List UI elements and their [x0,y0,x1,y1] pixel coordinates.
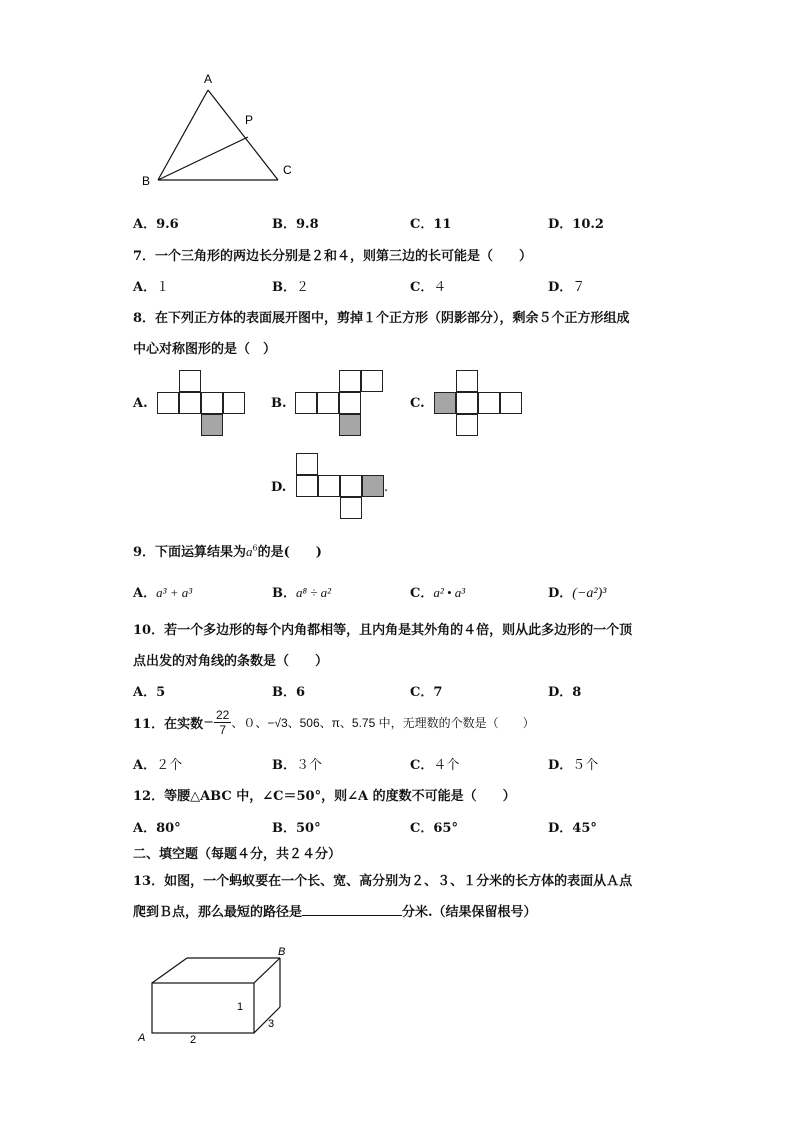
q6-option-c[interactable] [410,213,451,232]
q11-frac-num: 22 [216,708,230,722]
label-b: B [142,174,151,188]
triangle-figure [130,66,300,191]
q7-option-a[interactable] [133,276,169,295]
q12-option-a-letter: A． [133,821,157,836]
q11-option-c[interactable] [410,754,459,773]
q11-frac-sign: − [203,715,214,730]
net-d-cell [340,497,362,519]
q9-option-d-letter: D． [548,586,573,601]
q7-option-b-value: ２ [296,280,310,295]
q9-stem [133,541,322,560]
q12-option-b[interactable] [272,817,321,836]
net-a-shaded-cell [201,414,223,436]
q7-option-c-value: ４ [433,280,447,295]
q11-option-c-value: ４个 [433,758,460,773]
q11-option-b[interactable] [272,754,322,773]
q6-option-d-value: 10.2 [572,217,604,232]
q7-option-a-value: １ [156,280,170,295]
q7-option-d-letter: D． [548,280,573,295]
cuboid-label-b: B [278,946,286,958]
net-c-cell [456,370,478,392]
label-c: C [283,163,292,177]
q7-option-c-letter: C． [410,280,434,295]
q7-option-b[interactable] [272,276,309,295]
net-b-cell [317,392,339,414]
q9-option-a-letter: A． [133,586,157,601]
net-d-cell [296,453,318,475]
q7-stem: 7．一个三角形的两边长分别是２和４，则第三边的长可能是（ ） [133,249,533,264]
net-c-cell [456,392,478,414]
q11-option-a-letter: A． [133,758,157,773]
net-a-cell [179,370,201,392]
q10-option-b-value: 6 [296,685,306,700]
q10-option-d-value: 8 [572,685,582,700]
q12-option-c-value: 65° [433,821,458,836]
q10-option-d[interactable] [548,681,581,700]
q8-option-a-letter: A. [133,396,148,411]
q10-option-a-letter: A． [133,685,157,700]
net-d-shaded-cell [362,475,384,497]
net-d-cell [318,475,340,497]
label-a: A [204,72,213,86]
q9-stem-pre: 9．下面运算结果为 [133,545,247,560]
q8-option-c[interactable] [410,396,425,411]
q11-option-b-letter: B． [272,758,296,773]
net-b-shaded-cell [339,414,361,436]
q8-stem-line1: 8．在下列正方体的表面展开图中，剪掉１个正方形（阴影部分），剩余５个正方形组成 [133,311,630,326]
q11-option-a[interactable] [133,754,182,773]
q6-option-b-letter: B． [272,217,296,232]
q9-option-c[interactable] [410,582,465,601]
q10-option-d-letter: D． [548,685,573,700]
q8-option-b-letter: B. [271,396,287,411]
cuboid-figure [130,940,300,1050]
cuboid-label-a: A [138,1032,146,1044]
q12-option-a[interactable] [133,817,181,836]
q8-stem-line2: 中心对称图形的是（ ） [133,342,277,357]
q7-option-a-letter: A． [133,280,157,295]
cuboid-label-height: 1 [237,1001,244,1013]
q6-option-a-value: 9.6 [156,217,179,232]
q8-option-d-suffix: . [384,480,389,495]
q13-stem-line1: 13．如图，一个蚂蚁要在一个长、宽、高分别为２、３、１分米的长方体的表面从Ａ点 [133,874,633,889]
q10-stem-line1: 10．若一个多边形的每个内角都相等，且内角是其外角的４倍，则从此多边形的一个顶 [133,623,633,638]
q9-option-a[interactable] [133,582,192,601]
q7-option-d[interactable] [548,276,585,295]
q9-stem-math-exp: 6 [252,543,258,553]
q11-frac-den: 7 [219,723,227,737]
q6-option-a-letter: A． [133,217,157,232]
net-c-cell [456,414,478,436]
net-a-cell [201,392,223,414]
q6-option-b[interactable] [272,213,319,232]
q8-option-a[interactable] [133,396,148,411]
section-title: 二、填空题（每题４分，共２４分） [133,847,342,862]
q12-option-d-value: 45° [572,821,597,836]
q11-option-d-letter: D． [548,758,573,773]
q12-stem: 12．等腰△ABC 中，∠C＝50°，则∠A 的度数不可能是（ ） [133,789,516,804]
q9-option-b-value: a⁸ ÷ a² [296,585,332,600]
q6-option-a[interactable] [133,213,179,232]
q10-option-a[interactable] [133,681,165,700]
q6-option-d[interactable] [548,213,604,232]
q13-stem-line2 [133,901,537,920]
cuboid-label-length: 2 [190,1034,197,1046]
q13-answer-blank[interactable] [302,903,402,916]
q6-option-c-value: 11 [433,217,452,232]
q9-option-b-letter: B． [272,586,296,601]
cuboid-label-width: 3 [268,1018,275,1030]
q13-stem-line2-pre: 爬到Ｂ点，那么最短的路径是 [133,905,303,920]
q8-option-d-letter: D. [271,480,287,495]
q10-option-b-letter: B． [272,685,296,700]
segment-bp [158,137,248,180]
q10-option-c[interactable] [410,681,442,700]
q9-option-b[interactable] [272,582,331,601]
q13-stem-line2-post: 分米.（结果保留根号） [402,905,537,920]
q10-option-b[interactable] [272,681,305,700]
q11-stem-pre: 11．在实数 [133,717,204,732]
q6-option-b-value: 9.8 [296,217,319,232]
q10-stem-line2: 点出发的对角线的条数是（ ） [133,654,329,669]
q11-option-d[interactable] [548,754,598,773]
q12-option-a-value: 80° [156,821,181,836]
q8-option-c-letter: C. [410,396,425,411]
q12-option-d-letter: D． [548,821,573,836]
q7-option-c[interactable] [410,276,446,295]
q12-option-b-letter: B． [272,821,296,836]
q6-option-c-letter: C． [410,217,434,232]
q9-option-c-value: a² • a³ [433,585,466,600]
q11-option-a-value: ２个 [156,758,183,773]
cuboid-bottom-right-edge [254,1007,280,1033]
net-d-cell [296,475,318,497]
q11-fraction [214,708,231,737]
net-d-cell [340,475,362,497]
q12-option-c-letter: C． [410,821,434,836]
q11-stem-mid: 、０、−√3、506、π、5.75 中，无理数的个数是（ ） [231,716,535,730]
net-b-cell [295,392,317,414]
q12-option-c[interactable] [410,817,458,836]
net-b-cell [339,370,361,392]
cuboid-top-right-edge [254,958,280,983]
q8-option-d[interactable] [271,480,286,495]
q9-option-c-letter: C． [410,586,434,601]
net-c-shaded-cell [434,392,456,414]
q9-option-d-value: (−a²)³ [572,586,607,601]
net-a-cell [223,392,245,414]
net-a-cell [179,392,201,414]
q8-option-b[interactable] [271,396,287,411]
net-c-cell [500,392,522,414]
label-p: P [245,113,254,127]
q12-option-d[interactable] [548,817,597,836]
q6-option-d-letter: D． [548,217,573,232]
q9-stem-post: 的是( ) [257,545,322,560]
q11-option-c-letter: C． [410,758,434,773]
side-ab [158,90,208,180]
q10-option-a-value: 5 [156,685,166,700]
q12-option-b-value: 50° [296,821,321,836]
q11-option-b-value: ３个 [296,758,323,773]
net-b-cell [339,392,361,414]
net-a-cell [157,392,179,414]
net-b-cell [361,370,383,392]
cuboid-top-left-edge [152,958,187,983]
q7-option-b-letter: B． [272,280,296,295]
q9-option-d[interactable] [548,582,606,602]
q9-option-a-value: a³ + a³ [156,585,193,600]
q10-option-c-letter: C． [410,685,434,700]
q7-option-d-value: ７ [572,280,586,295]
side-ac [208,90,278,180]
q11-option-d-value: ５个 [572,758,599,773]
net-c-cell [478,392,500,414]
q11-stem [133,708,535,737]
q9-stem-math-base: a [246,544,253,559]
q10-option-c-value: 7 [433,685,443,700]
